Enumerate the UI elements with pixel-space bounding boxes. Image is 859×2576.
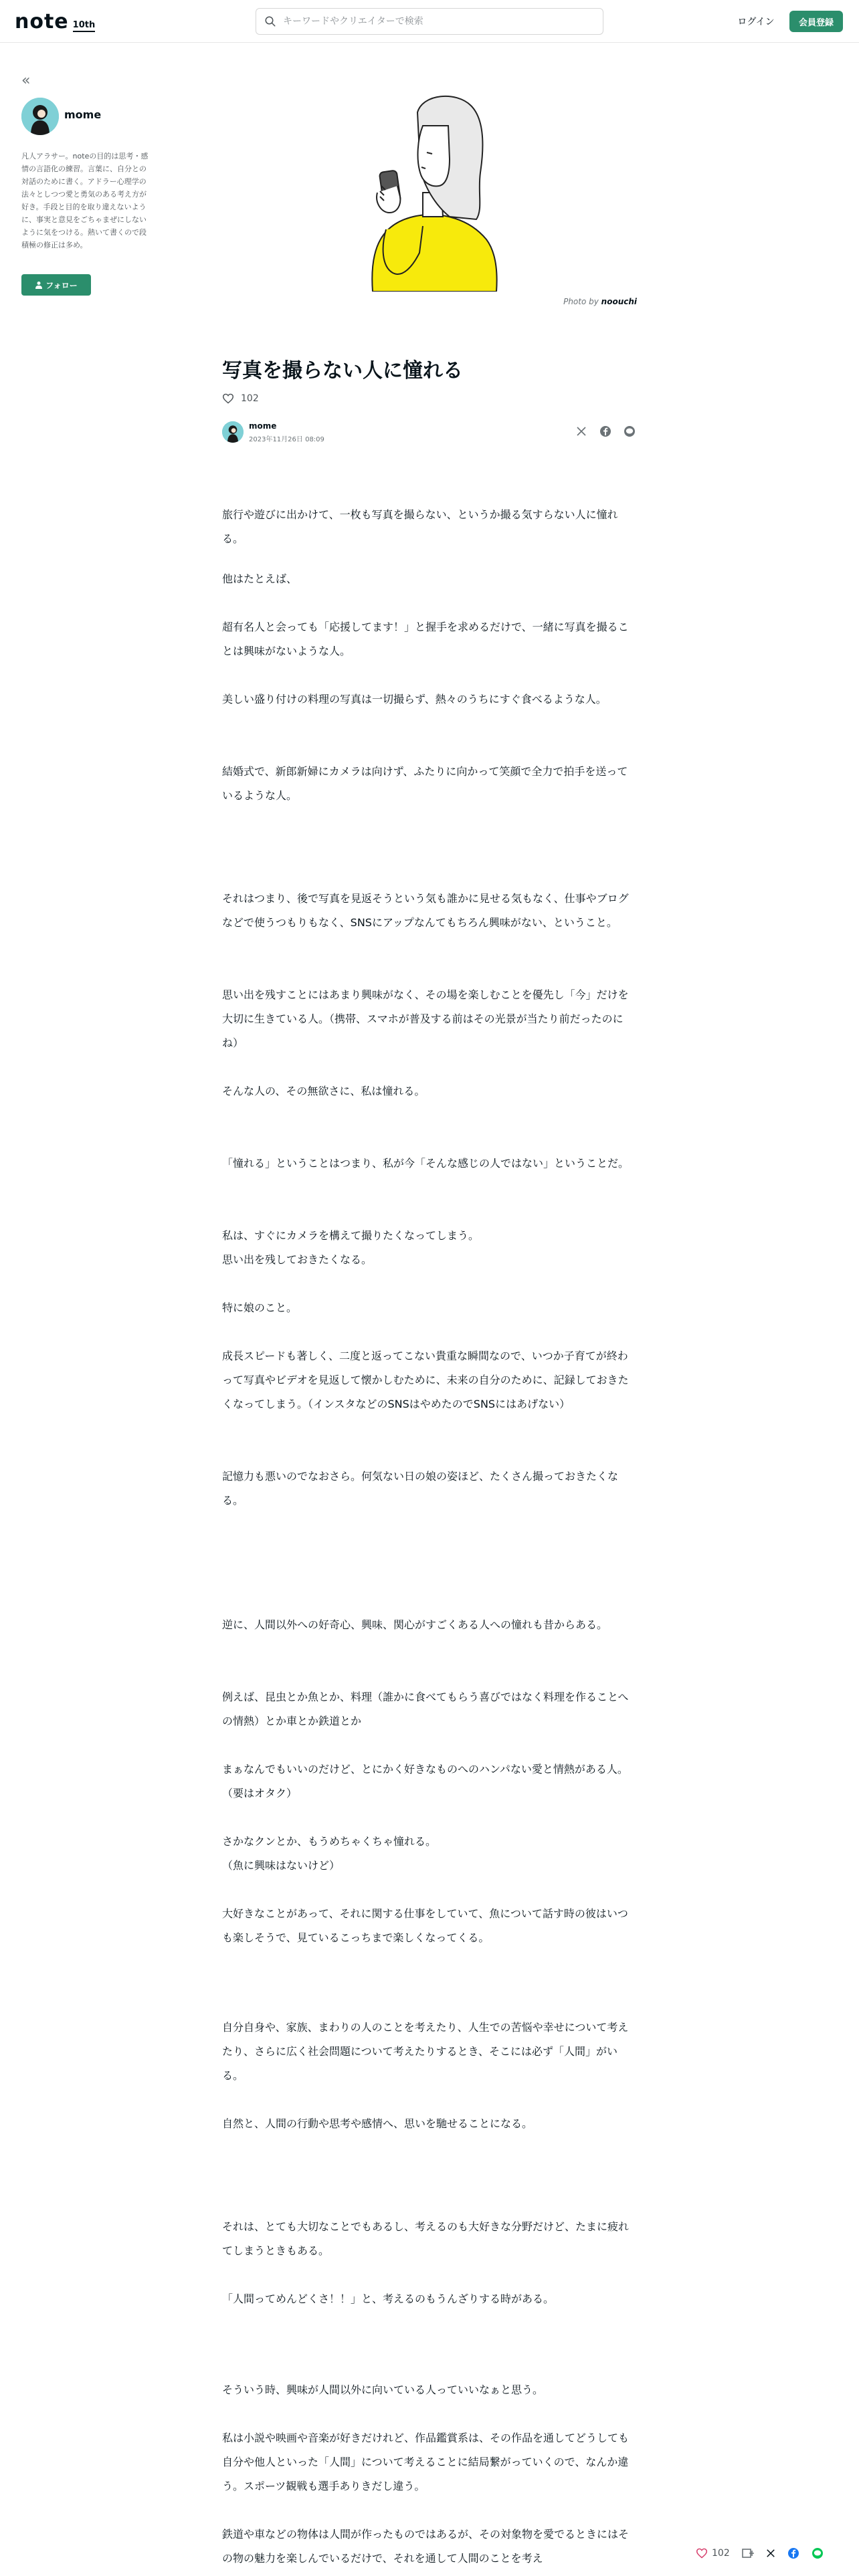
photo-credit bbox=[522, 297, 637, 306]
search-input[interactable] bbox=[283, 16, 591, 27]
paragraph: 大好きなことがあって、それに関する仕事をしていて、魚について話す時の彼はいつも楽しそうで、見ているこっちまで楽しくなってくる。 bbox=[222, 1907, 628, 1944]
site-header bbox=[0, 0, 859, 43]
paragraph: それは、とても大切なことでもあるし、考えるのも大好きな分野だけど、たまに疲れてしまうときもある。 bbox=[222, 2220, 630, 2257]
hero-illustration bbox=[222, 86, 637, 292]
footer-like[interactable] bbox=[696, 2548, 730, 2559]
article-title: 写真を撮らない人に憧れる bbox=[222, 359, 463, 383]
paragraph: 他はたとえば、 bbox=[222, 572, 298, 585]
line-share-icon[interactable] bbox=[622, 424, 637, 439]
login-button[interactable]: ログイン bbox=[729, 12, 783, 31]
photo-credit-prefix: Photo by bbox=[563, 297, 601, 306]
paragraph: 思い出を残すことにはあまり興味がなく、その場を楽しむことを優先し「今」だけを大切に生きている人。（携帯、スマホが普及する前はその光景が当たり前だったのにね） bbox=[222, 988, 629, 1049]
facebook-share-icon[interactable] bbox=[787, 2547, 799, 2559]
paragraph: さかなクンとか、もうめちゃくちゃ憧れる。 （魚に興味はないけど） bbox=[222, 1835, 437, 1872]
paragraph: 成長スピードも著しく、二度と返ってこない貴重な瞬間なので、いつか子育てが終わって写真やビデオを見返して懐かしむために、未来の自分のために、記録しておきたくなってしまう。（インスタなどのSNSはやめたのでSNSにはあげない） bbox=[222, 1350, 629, 1410]
creator-bio: 凡人アラサー。noteの目的は思考・感情の言語化の練習。言葉に、自分との対話のために書く。アドラー心理学の法々としつつ愛と勇気のある考え方が好き。手段と目的を取り違えないように、事実と意見をごちゃまぜにしないように気をつける。熱いて書くので段積極の修正は多め。 bbox=[21, 152, 149, 249]
author-name[interactable]: mome bbox=[249, 421, 277, 431]
paragraph: 鉄道や車などの物体は人間が作ったものではあるが、その対象物を愛でるときにはその物の魅力を楽しんでいるだけで、それを通して人間のことを考え bbox=[222, 2528, 630, 2565]
like-count: 102 bbox=[241, 393, 259, 404]
paragraph: 私は、すぐにカメラを構えて撮りたくなってしまう。 思い出を残しておきたくなる。 bbox=[222, 1229, 480, 1266]
magazine-add-icon[interactable] bbox=[742, 2548, 754, 2559]
paragraph: 記憶力も悪いのでなおさら。何気ない日の娘の姿ほど、たくさん撮っておきたくなる。 bbox=[222, 1470, 619, 1507]
heart-icon[interactable] bbox=[222, 393, 234, 404]
signup-button[interactable]: 会員登録 bbox=[789, 11, 843, 32]
author-avatar[interactable] bbox=[222, 421, 244, 443]
x-share-icon[interactable] bbox=[766, 2549, 775, 2558]
search-box[interactable] bbox=[256, 8, 603, 35]
follow-label: フォロー bbox=[45, 280, 78, 290]
logo-text[interactable]: note bbox=[15, 10, 69, 33]
x-share-icon[interactable] bbox=[574, 424, 589, 439]
like-row[interactable] bbox=[222, 393, 259, 404]
author-row bbox=[222, 420, 637, 445]
paragraph: 逆に、人間以外への好奇心、興味、関心がすごくある人への憧れも昔からある。 bbox=[222, 1618, 608, 1631]
paragraph: 私は小説や映画や音楽が好きだけれど、作品鑑賞系は、その作品を通してどうしても自分や他人といった「人間」について考えることに結局繋がっていくので、なんか違う。スポーツ観戦も選手ありきだし違う。 bbox=[222, 2432, 630, 2492]
paragraph: 自分自身や、家族、まわりの人のことを考えたり、人生での苦悩や幸せについて考えたり、さらに広く社会問題について考えたりするとき、そこには必ず「人間」がいる。 bbox=[222, 2021, 629, 2082]
paragraph: それはつまり、後で写真を見返そうという気も誰かに見せる気もなく、仕事やブログなどで使うつもりもなく、SNSにアップなんてもちろん興味がない、ということ。 bbox=[222, 892, 629, 929]
paragraph: 例えば、昆虫とか魚とか、料理（誰かに食べてもらう喜びではなく料理を作ることへの情熱）とか車とか鉄道とか bbox=[222, 1691, 629, 1727]
paragraph: 「憧れる」ということはつまり、私が今「そんな感じの人ではない」ということだ。 bbox=[222, 1157, 630, 1170]
paragraph: そんな人の、その無欲さに、私は憧れる。 bbox=[222, 1085, 425, 1097]
heart-icon[interactable] bbox=[696, 2548, 708, 2559]
add-user-icon bbox=[35, 281, 43, 289]
paragraph: 「人間ってめんどくさ！！」と、考えるのもうんざりする時がある。 bbox=[222, 2292, 555, 2305]
paragraph: 旅行や遊びに出かけて、一枚も写真を撮らない、というか撮る気すらない人に憧れる。 bbox=[222, 508, 618, 545]
facebook-share-icon[interactable] bbox=[598, 424, 613, 439]
collapse-sidebar-icon[interactable]: « bbox=[21, 72, 31, 89]
logo-badge: 10th bbox=[73, 21, 96, 32]
follow-button[interactable] bbox=[21, 274, 91, 296]
paragraph: 自然と、人間の行動や思考や感情へ、思いを馳せることになる。 bbox=[222, 2117, 533, 2130]
paragraph: 特に娘のこと。 bbox=[222, 1301, 298, 1314]
line-share-icon[interactable] bbox=[812, 2547, 824, 2559]
floating-action-bar bbox=[696, 2541, 824, 2565]
note-logo[interactable] bbox=[15, 12, 95, 32]
share-buttons bbox=[574, 424, 637, 439]
search-icon bbox=[264, 15, 276, 27]
photo-credit-author[interactable]: noouchi bbox=[601, 297, 637, 306]
footer-like-count: 102 bbox=[712, 2548, 730, 2559]
paragraph: 美しい盛り付けの料理の写真は一切撮らず、熱々のうちにすぐ食べるような人。 bbox=[222, 693, 607, 706]
paragraph: まぁなんでもいいのだけど、とにかく好きなものへのハンパない愛と情熱がある人。（要はオタク） bbox=[222, 1763, 628, 1800]
creator-avatar[interactable] bbox=[21, 98, 59, 135]
creator-name[interactable]: mome bbox=[64, 108, 102, 121]
publish-date: 2023年11月26日 08:09 bbox=[249, 436, 324, 443]
paragraph: 結婚式で、新郎新婦にカメラは向けず、ふたりに向かって笑顔で全力で拍手を送っているような人。 bbox=[222, 765, 628, 802]
paragraph: 超有名人と会っても「応援してます！」と握手を求めるだけで、一緒に写真を撮ることは興味がないような人。 bbox=[222, 621, 629, 657]
paragraph: そういう時、興味が人間以外に向いている人っていいなぁと思う。 bbox=[222, 2383, 544, 2396]
